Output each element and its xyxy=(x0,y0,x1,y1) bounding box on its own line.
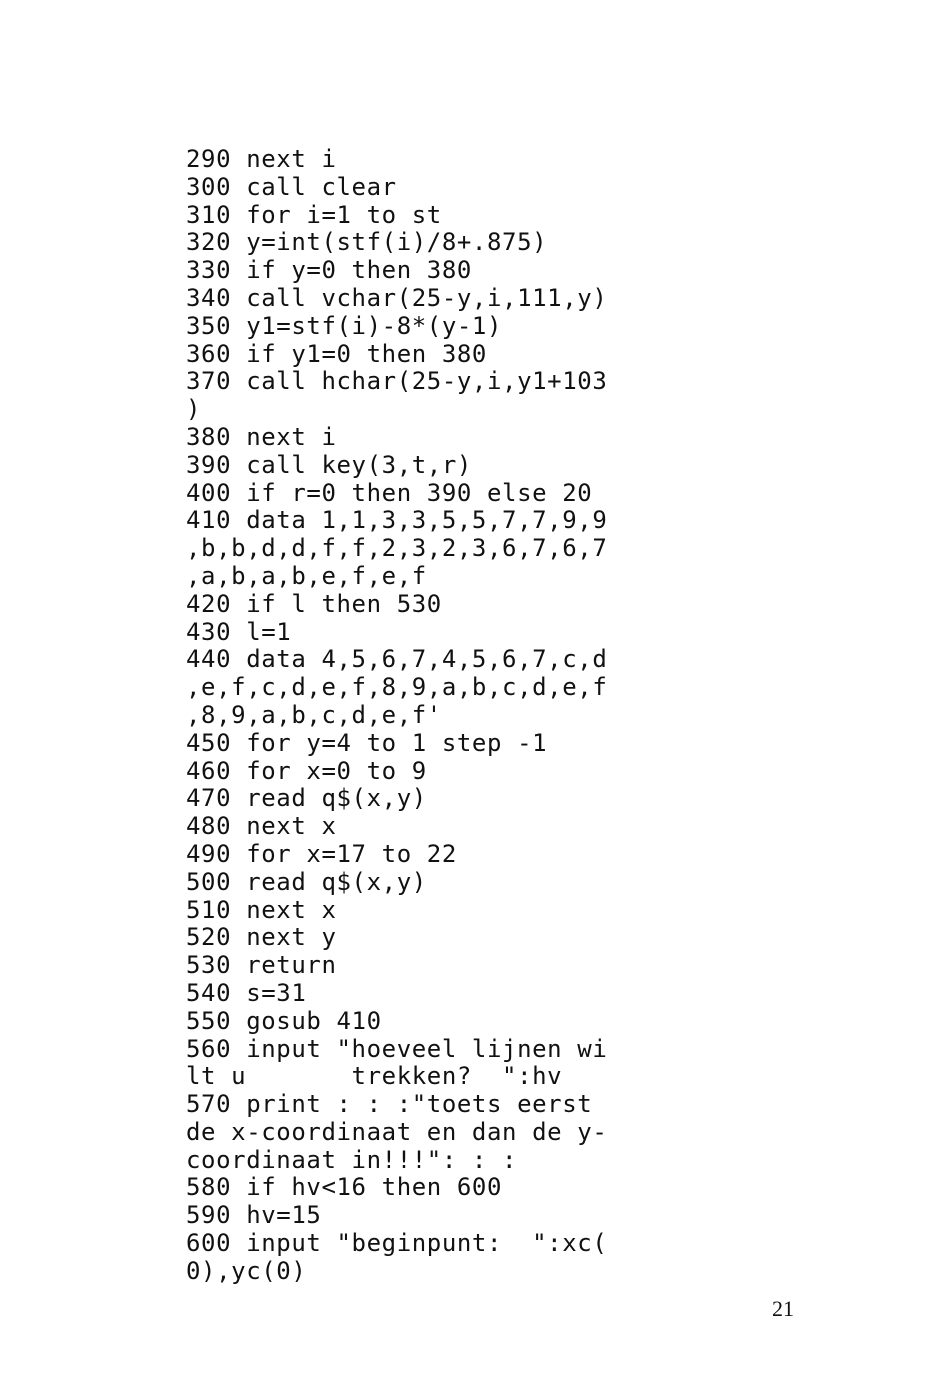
code-line: ,a,b,a,b,e,f,e,f xyxy=(186,561,427,590)
code-line: 590 hv=15 xyxy=(186,1201,322,1230)
code-line: ,e,f,c,d,e,f,8,9,a,b,c,d,e,f xyxy=(186,673,608,702)
code-line: 0),yc(0) xyxy=(186,1256,307,1285)
code-line: 340 call vchar(25-y,i,111,y) xyxy=(186,283,608,312)
code-line: 470 read q$(x,y) xyxy=(186,784,427,813)
code-line: 430 l=1 xyxy=(186,617,292,646)
code-line: 390 call key(3,t,r) xyxy=(186,450,472,479)
code-line: ,b,b,d,d,f,f,2,3,2,3,6,7,6,7 xyxy=(186,534,608,563)
code-line: 440 data 4,5,6,7,4,5,6,7,c,d xyxy=(186,645,608,674)
page-number: 21 xyxy=(772,1296,794,1321)
code-line: 360 if y1=0 then 380 xyxy=(186,339,487,368)
code-line: 480 next x xyxy=(186,812,337,841)
code-line: 600 input "beginpunt: ":xc( xyxy=(186,1229,608,1258)
code-line: 510 next x xyxy=(186,895,337,924)
code-line: 410 data 1,1,3,3,5,5,7,7,9,9 xyxy=(186,506,608,535)
code-line: lt u trekken? ":hv xyxy=(186,1062,563,1091)
code-line: 400 if r=0 then 390 else 20 xyxy=(186,478,593,507)
code-line: 380 next i xyxy=(186,422,337,451)
code-line: 320 y=int(stf(i)/8+.875) xyxy=(186,228,548,257)
code-line: 580 if hv<16 then 600 xyxy=(186,1173,503,1202)
code-line: 530 return xyxy=(186,951,337,980)
code-listing xyxy=(186,146,666,1286)
code-line: 350 y1=stf(i)-8*(y-1) xyxy=(186,311,503,340)
code-line: 450 for y=4 to 1 step -1 xyxy=(186,728,548,757)
code-line: coordinaat in!!!": : : xyxy=(186,1145,518,1174)
code-line: ) xyxy=(186,395,202,424)
code-line: 290 next i xyxy=(186,145,337,173)
code-line: ,8,9,a,b,c,d,e,f' xyxy=(186,700,442,729)
code-line: 560 input "hoeveel lijnen wi xyxy=(186,1034,608,1063)
code-line: 330 if y=0 then 380 xyxy=(186,256,472,285)
code-line: de x-coordinaat en dan de y- xyxy=(186,1117,608,1146)
code-line: 520 next y xyxy=(186,923,337,952)
code-line: 310 for i=1 to st xyxy=(186,200,442,229)
code-line: 490 for x=17 to 22 xyxy=(186,839,457,868)
code-line: 550 gosub 410 xyxy=(186,1006,382,1035)
code-line: 300 call clear xyxy=(186,172,397,201)
code-line: 500 read q$(x,y) xyxy=(186,867,427,896)
code-line: 460 for x=0 to 9 xyxy=(186,756,427,785)
code-line: 370 call hchar(25-y,i,y1+103 xyxy=(186,367,608,396)
code-line: 420 if l then 530 xyxy=(186,589,442,618)
code-line: 540 s=31 xyxy=(186,978,307,1007)
code-line: 570 print : : :"toets eerst xyxy=(186,1090,593,1119)
